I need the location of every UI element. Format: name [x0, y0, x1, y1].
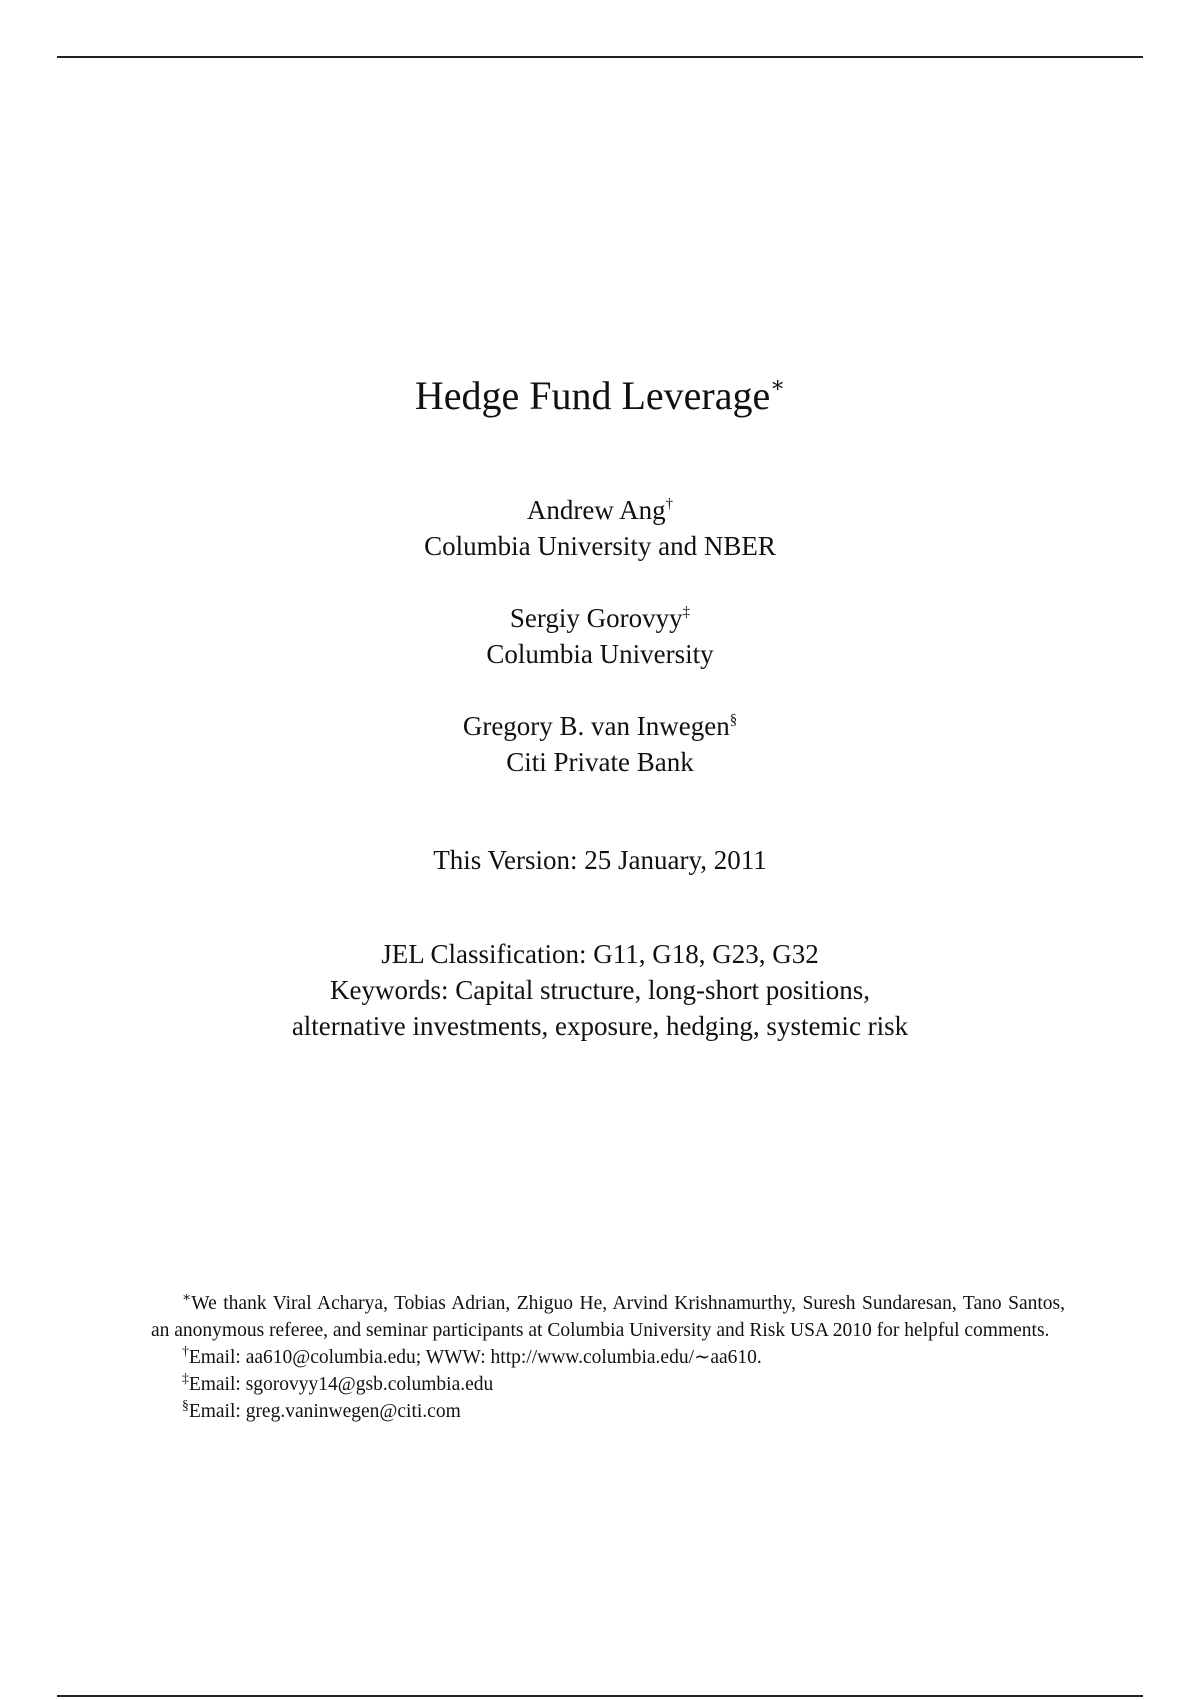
author-footnote-mark: §	[729, 711, 738, 728]
footnote-text: Email: aa610@columbia.edu; WWW: http://www.columbia.edu/∼aa610.	[188, 1347, 762, 1368]
footnote-text: We thank Viral Acharya, Tobias Adrian, Zhiguo He, Arvind Krishnamurthy, Suresh Sundaresan, Tano Santos, an anonymous referee, and seminar participants at Columbia University and Risk USA 2010 for helpful comments.	[151, 1293, 1065, 1341]
classification-block	[0, 936, 1200, 1044]
paper-title-text: Hedge Fund Leverage	[414, 373, 771, 418]
footnote-email	[151, 1371, 1065, 1398]
author-block	[0, 600, 1200, 672]
footnote-email	[151, 1344, 1065, 1371]
author-name: Andrew Ang	[526, 495, 666, 525]
footnote-text: Email: greg.vaninwegen@citi.com	[188, 1401, 461, 1422]
top-rule	[57, 56, 1143, 58]
author-affiliation: Columbia University and NBER	[424, 531, 776, 561]
author-name: Sergiy Gorovyy	[509, 603, 683, 633]
author-block	[0, 492, 1200, 564]
footnote-mark: §	[182, 1397, 189, 1413]
paper-title	[0, 372, 1200, 420]
title-footnote-mark: ∗	[770, 372, 786, 398]
keywords-line: alternative investments, exposure, hedging, systemic risk	[291, 1011, 909, 1041]
author-affiliation: Columbia University	[486, 639, 714, 669]
bottom-rule	[57, 1695, 1143, 1697]
jel-classification: JEL Classification: G11, G18, G23, G32	[381, 939, 819, 969]
author-block	[0, 708, 1200, 780]
footnote-acknowledgment	[151, 1290, 1065, 1344]
footnote-mark: †	[182, 1343, 189, 1359]
author-footnote-mark: ‡	[682, 603, 691, 620]
footnote-mark: ∗	[182, 1289, 192, 1305]
footnote-mark: ‡	[182, 1370, 189, 1386]
keywords-line: Keywords: Capital structure, long-short positions,	[330, 975, 870, 1005]
footnote-text: Email: sgorovyy14@gsb.columbia.edu	[188, 1374, 494, 1395]
version-date: This Version: 25 January, 2011	[433, 845, 767, 875]
author-name: Gregory B. van Inwegen	[462, 711, 730, 741]
author-footnote-mark: †	[665, 495, 674, 512]
author-affiliation: Citi Private Bank	[506, 747, 694, 777]
footnote-email	[151, 1398, 1065, 1425]
footnotes	[151, 1290, 1065, 1425]
